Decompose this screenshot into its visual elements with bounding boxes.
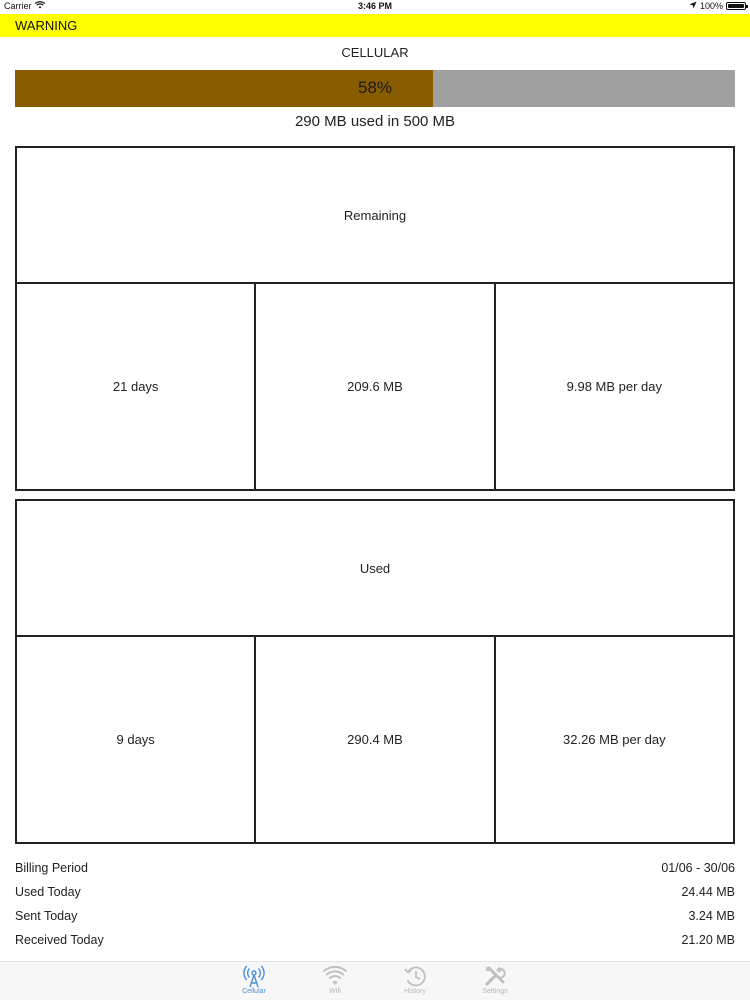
received-today-row (15, 933, 735, 957)
settings-tools-icon (465, 964, 525, 988)
tab-wifi-label: Wifi (329, 988, 341, 995)
tab-cellular-label: Cellular (242, 988, 266, 995)
battery-percent: 100% (699, 1, 723, 11)
remaining-panel (15, 146, 735, 491)
status-time: 3:46 PM (357, 1, 392, 11)
usage-details (15, 861, 735, 957)
sent-today-label: Sent Today (15, 909, 78, 923)
remaining-rate: 9.98 MB per day (494, 284, 733, 489)
page-title: CELLULAR (341, 45, 409, 60)
used-days: 9 days (116, 732, 155, 747)
tab-wifi[interactable] (305, 964, 365, 995)
used-today-label: Used Today (15, 885, 81, 899)
tab-history-label: History (404, 988, 426, 995)
wifi-icon (305, 964, 365, 988)
used-cells (17, 637, 733, 842)
cellular-tower-icon (224, 964, 284, 988)
used-amount: 290.4 MB (254, 637, 493, 842)
usage-progress-bar (15, 70, 735, 107)
carrier-label: Carrier (4, 1, 32, 11)
tab-history[interactable] (385, 964, 445, 995)
used-panel (15, 499, 735, 844)
billing-period-value: 01/06 - 30/06 (661, 861, 735, 875)
tab-settings-label: Settings (482, 988, 508, 995)
remaining-heading: Remaining (17, 148, 733, 284)
status-bar (0, 0, 750, 14)
billing-period-row (15, 861, 735, 885)
used-today-value: 24.44 MB (681, 885, 735, 899)
warning-text: WARNING (15, 18, 78, 33)
used-today-row (15, 885, 735, 909)
sent-today-value: 3.24 MB (688, 909, 735, 923)
warning-banner (0, 14, 750, 37)
remaining-cells (17, 284, 733, 489)
history-clock-icon (385, 964, 445, 988)
location-arrow-icon (689, 1, 697, 11)
tab-bar (0, 961, 750, 1000)
received-today-value: 21.20 MB (681, 933, 735, 947)
tab-settings[interactable] (465, 964, 525, 995)
usage-percent-label: 58% (357, 78, 393, 97)
battery-icon (726, 2, 746, 10)
received-today-label: Received Today (15, 933, 104, 947)
remaining-days: 21 days (112, 379, 159, 394)
usage-summary: 290 MB used in 500 MB (294, 113, 456, 130)
billing-period-label: Billing Period (15, 861, 88, 875)
sent-today-row (15, 909, 735, 933)
used-rate: 32.26 MB per day (494, 637, 733, 842)
used-heading: Used (17, 501, 733, 637)
remaining-amount: 209.6 MB (254, 284, 493, 489)
tab-cellular[interactable] (224, 964, 284, 995)
status-right (689, 1, 746, 11)
